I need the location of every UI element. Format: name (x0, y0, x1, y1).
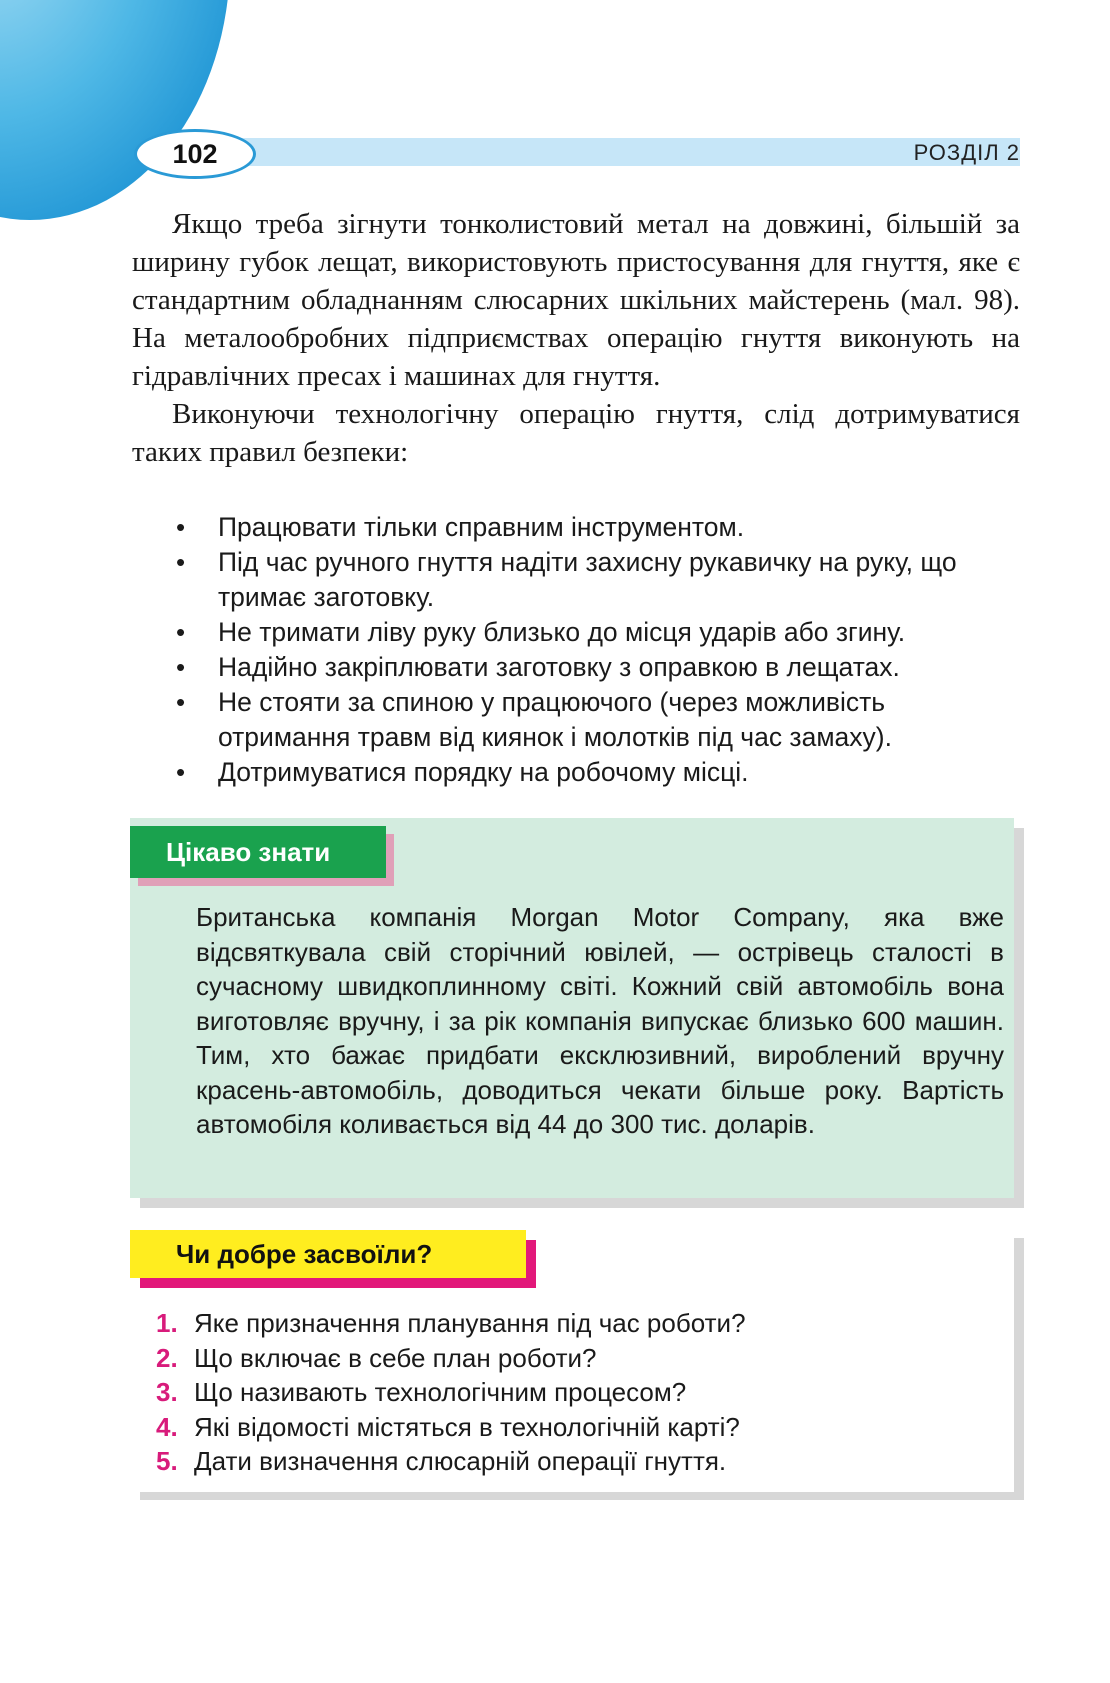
safety-rules-list (176, 510, 1022, 790)
list-item (176, 755, 1022, 790)
question-text: Яке призначення планування під час роботи? (194, 1308, 746, 1338)
question-number: 3. (156, 1377, 178, 1407)
bullet-icon: • (176, 687, 186, 717)
list-item (156, 1410, 1006, 1445)
page-number: 102 (134, 129, 256, 179)
bullet-icon: • (176, 652, 186, 682)
question-number: 4. (156, 1411, 178, 1442)
question-text: Дати визначення слюсарній операції гнуття. (194, 1446, 727, 1476)
bullet-icon: • (176, 547, 186, 577)
section-label: РОЗДІЛ 2 (913, 140, 1020, 165)
questions-list (156, 1306, 1006, 1479)
bullet-icon: • (176, 757, 186, 787)
rule-text: Працювати тільки справним інструментом. (218, 512, 745, 542)
list-item (176, 650, 1022, 685)
main-text (132, 205, 1020, 471)
paragraph: Якщо треба зігнути тонколистовий метал на довжині, більшій за ширину губок лещат, використовують пристосування для гнуття, яке є стандартним обладнанням слюсарних шкільних майстерень (мал. 98). На металообробних підприємствах операцію гнуття виконують на гідравлічних пресах і машинах для гнуття. (132, 208, 1020, 392)
question-text: Що включає в себе план роботи? (194, 1342, 597, 1373)
rule-text: Надійно закріплювати заготовку з оправкою в лещатах. (218, 652, 900, 682)
question-number: 2. (156, 1342, 178, 1373)
list-item (176, 545, 1022, 615)
paragraph: Виконуючи технологічну операцію гнуття, слід дотримуватися таких правил безпеки: (132, 398, 1020, 468)
question-number: 5. (156, 1446, 178, 1476)
header-band (190, 138, 1020, 166)
question-text: Що називають технологічним процесом? (194, 1377, 687, 1407)
rule-text: Дотримуватися порядку на робочому місці. (218, 757, 749, 787)
list-item (176, 615, 1022, 650)
list-item (156, 1444, 1006, 1479)
rule-text: Не стояти за спиною у працюючого (через можливість отримання травм від киянок і молотків під час замаху). (218, 687, 892, 752)
questions-title: Чи добре засвоїли? (130, 1230, 526, 1278)
bullet-icon: • (176, 617, 186, 647)
question-number: 1. (156, 1308, 178, 1338)
rule-text: Не тримати ліву руку близько до місця ударів або згину. (218, 617, 906, 647)
list-item (176, 685, 1022, 755)
list-item (156, 1306, 1006, 1341)
interesting-title: Цікаво знати (130, 826, 386, 878)
list-item (156, 1341, 1006, 1376)
question-text: Які відомості містяться в технологічній карті? (194, 1411, 740, 1442)
rule-text: Під час ручного гнуття надіти захисну рукавичку на руку, що тримає заготовку. (218, 547, 957, 612)
list-item (176, 510, 1022, 545)
list-item (156, 1375, 1006, 1410)
bullet-icon: • (176, 512, 186, 542)
corner-decoration (0, 0, 230, 220)
interesting-text: Британська компанія Morgan Motor Company, яка вже відсвяткувала свій сторічний ювілей, — острівець сталості в сучасному швидкоплинному світі. Кожний свій автомобіль вона виготовляє вручну, і за рік компанія випускає близько 600 машин. Тим, хто бажає придбати ексклюзивний, вироблений вручну красень-автомобіль, доводиться чекати більше року. Вартість автомобіля коливається від 44 до 300 тис. доларів. (196, 902, 1004, 1139)
